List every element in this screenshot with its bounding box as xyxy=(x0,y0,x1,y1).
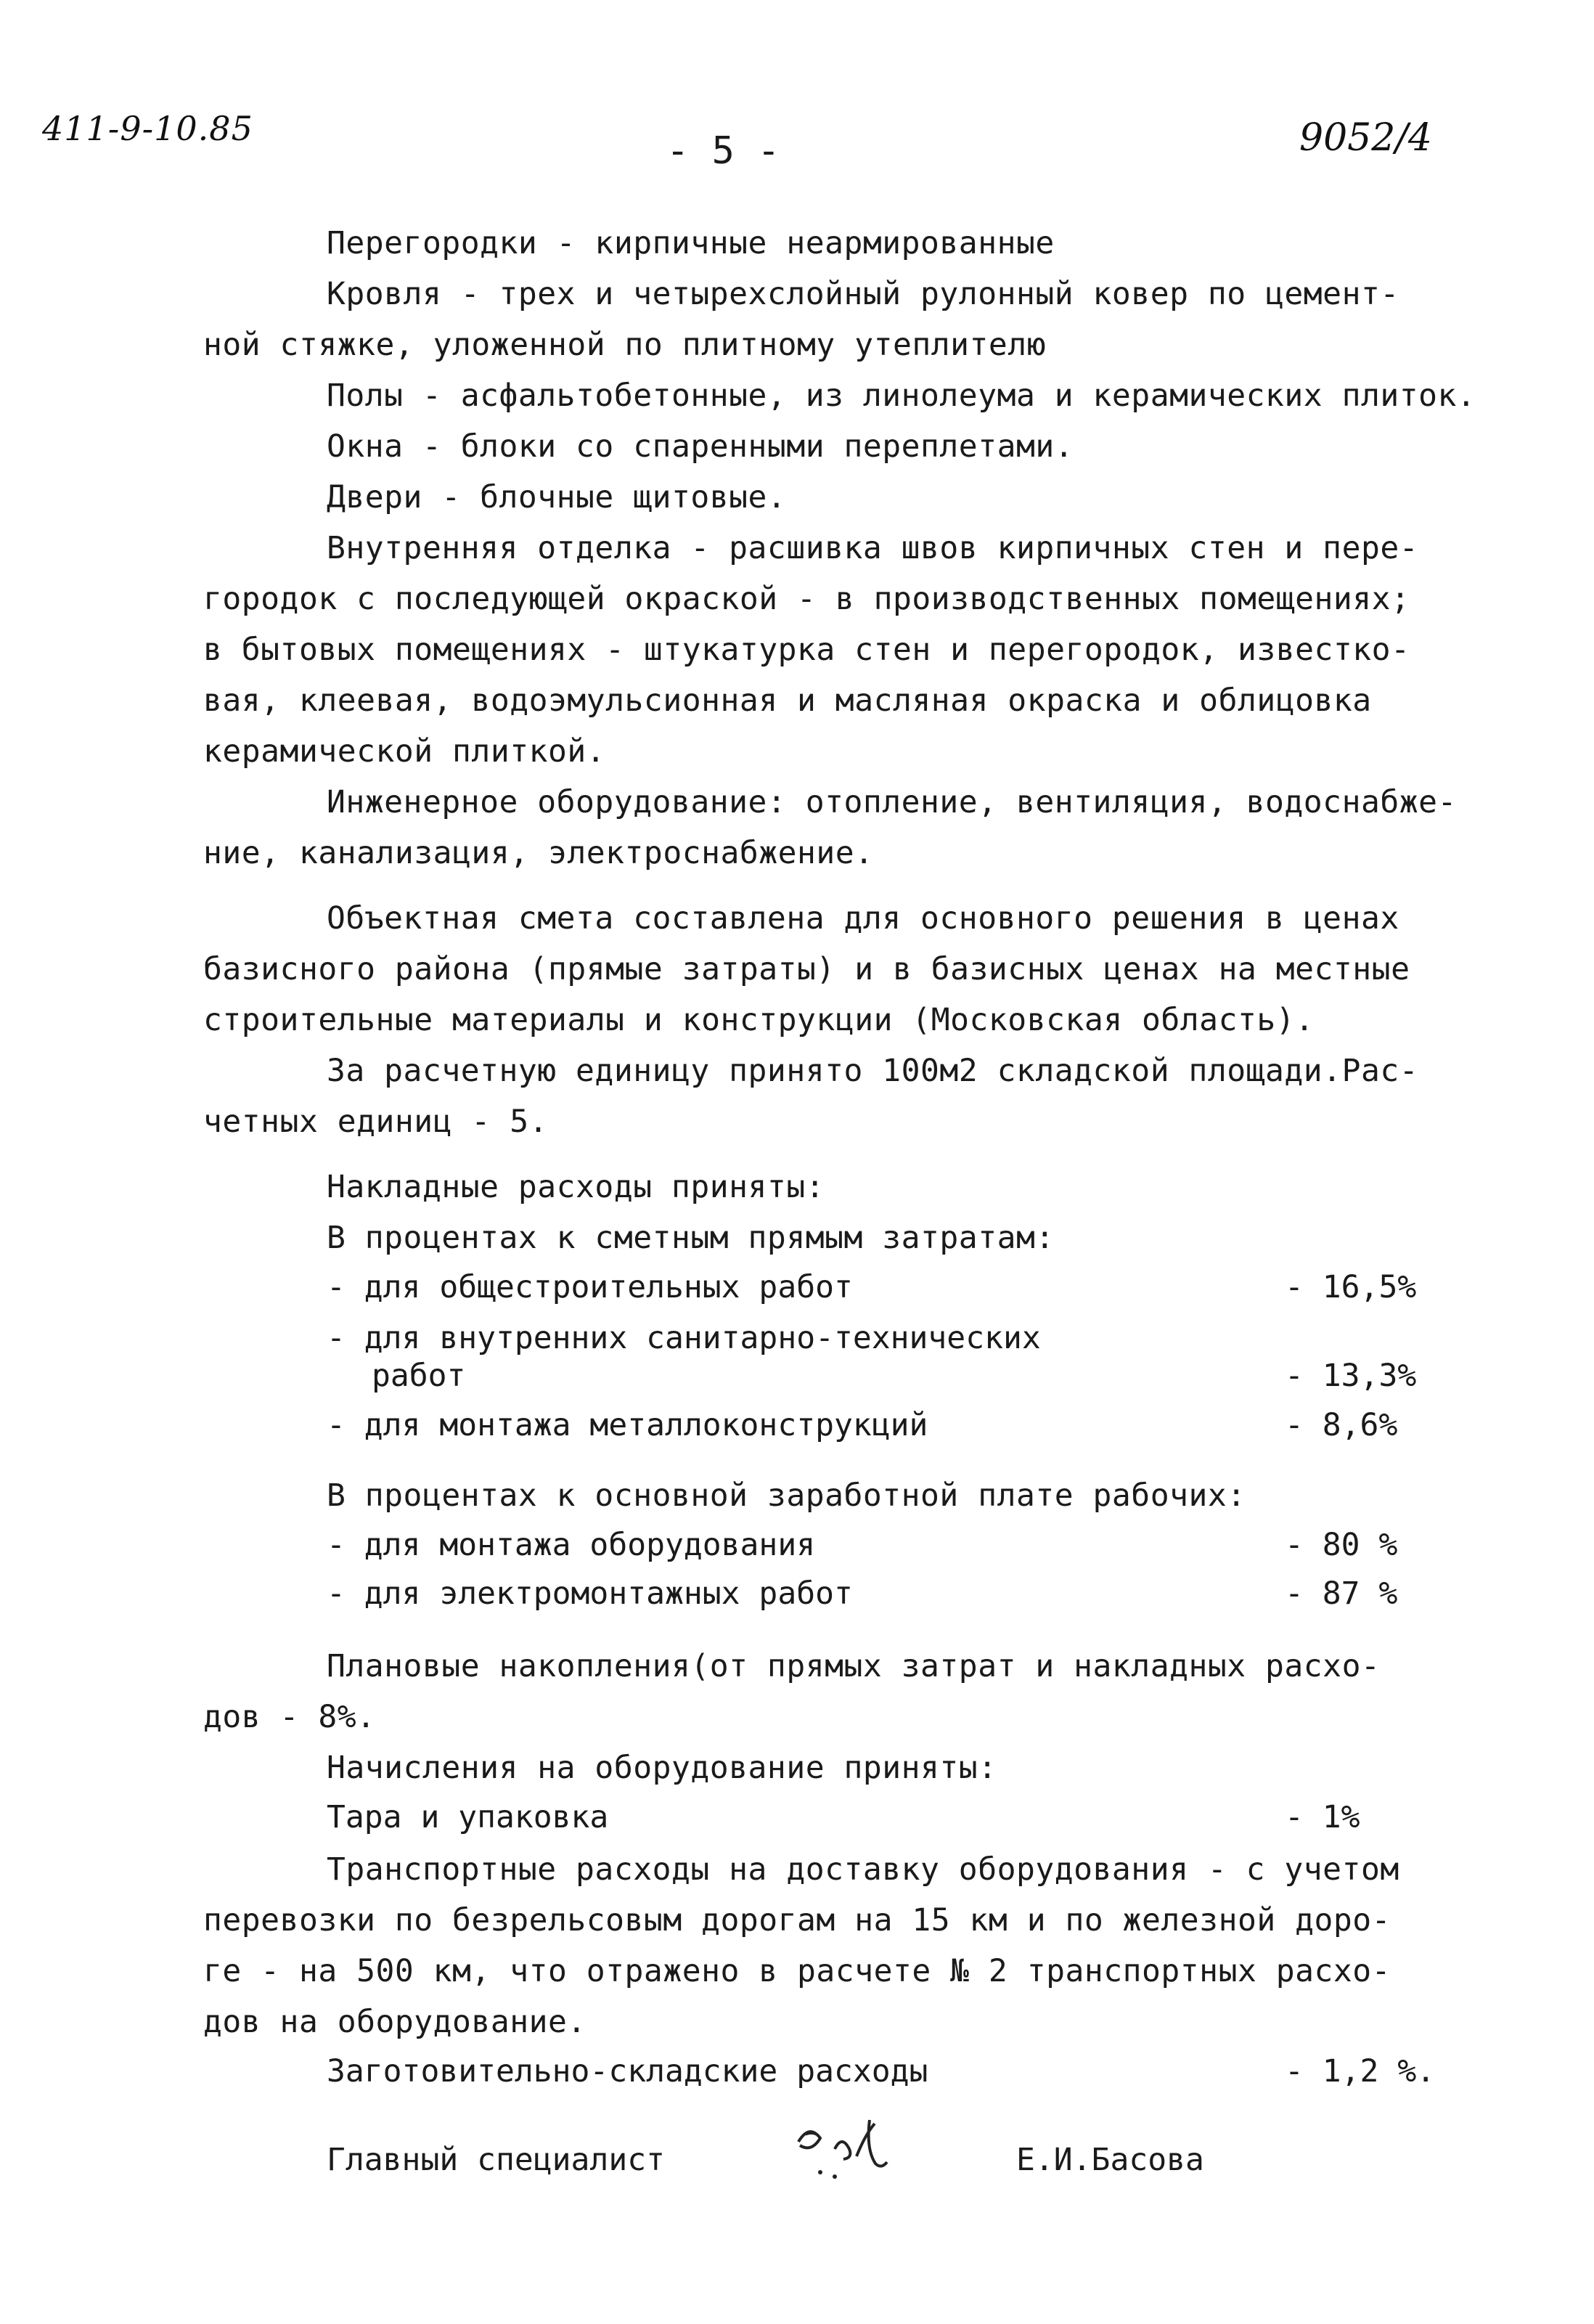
text-line: в бытовых помещениях - штукатурка стен и перегородок, известко- xyxy=(203,632,1410,668)
direct-costs-title: В процентах к сметным прямым затратам: xyxy=(327,1220,1055,1256)
rate-value: - 8,6% xyxy=(1285,1407,1398,1443)
text-line: Плановые накопления(от прямых затрат и накладных расхо- xyxy=(327,1648,1381,1684)
text-line: Двери - блочные щитовые. xyxy=(327,479,787,515)
wages-title: В процентах к основной заработной плате рабочих: xyxy=(327,1477,1246,1514)
text-line: Инженерное оборудование: отопление, вентиляция, водоснабже- xyxy=(327,784,1457,820)
text-line: дов - 8%. xyxy=(203,1699,376,1735)
text-line: дов на оборудование. xyxy=(203,2004,586,2040)
text-line: городок с последующей окраской - в производственных помещениях; xyxy=(203,581,1410,617)
rate-value: - 13,3% xyxy=(1285,1358,1417,1394)
rate-value: - 16,5% xyxy=(1285,1269,1417,1305)
page-number: - 5 - xyxy=(666,129,780,173)
text-line: Кровля - трех и четырехслойный рулонный ковер по цемент- xyxy=(327,276,1399,312)
rate-label: - для монтажа оборудования xyxy=(327,1527,816,1563)
text-line: Объектная смета составлена для основного решения в ценах xyxy=(327,900,1399,937)
rate-label: работ xyxy=(372,1358,466,1394)
rate-value: - 1,2 %. xyxy=(1285,2053,1436,2089)
text-line: ние, канализация, электроснабжение. xyxy=(203,835,874,871)
text-line: Окна - блоки со спаренными переплетами. xyxy=(327,428,1074,465)
text-line: строительные материалы и конструкции (Московская область). xyxy=(203,1002,1315,1038)
text-line: Транспортные расходы на доставку оборудования - с учетом xyxy=(327,1851,1399,1888)
rate-label: Тара и упаковка xyxy=(327,1799,609,1835)
signatory-title: Главный специалист xyxy=(327,2142,665,2178)
sheet-number: 9052/4 xyxy=(1299,116,1432,160)
text-line: базисного района (прямые затраты) и в базисных ценах на местные xyxy=(203,951,1410,987)
overhead-title: Накладные расходы приняты: xyxy=(327,1169,825,1205)
document-code: 411-9-10.85 xyxy=(42,109,253,148)
rate-value: - 80 % xyxy=(1285,1527,1398,1563)
text-line: ге - на 500 км, что отражено в расчете № 2 транспортных расхо- xyxy=(203,1953,1391,1989)
rate-label: - для электромонтажных работ xyxy=(327,1575,853,1612)
text-line: Начисления на оборудование приняты: xyxy=(327,1750,997,1786)
text-line: ной стяжке, уложенной по плитному утеплителю xyxy=(203,327,1047,363)
text-line: Внутренняя отделка - расшивка швов кирпичных стен и пере- xyxy=(327,530,1419,566)
rate-value: - 87 % xyxy=(1285,1575,1398,1612)
text-line: За расчетную единицу принято 100м2 складской площади.Рас- xyxy=(327,1053,1419,1089)
text-line: вая, клеевая, водоэмульсионная и масляная окраска и облицовка xyxy=(203,682,1372,719)
text-line: керамической плиткой. xyxy=(203,733,606,770)
rate-label: - для общестроительных работ xyxy=(327,1269,853,1305)
text-line: Перегородки - кирпичные неармированные xyxy=(327,225,1055,261)
text-line: Полы - асфальтобетонные, из линолеума и керамических плиток. xyxy=(327,378,1476,414)
signatory-name: Е.И.Басова xyxy=(1016,2142,1204,2178)
text-line: четных единиц - 5. xyxy=(203,1104,548,1140)
rate-value: - 1% xyxy=(1285,1799,1360,1835)
signature-mark xyxy=(784,2113,929,2193)
text-line: перевозки по безрельсовым дорогам на 15 км и по железной доро- xyxy=(203,1902,1391,1938)
rate-label: - для монтажа металлоконструкций xyxy=(327,1407,928,1443)
rate-label: - для внутренних санитарно-технических xyxy=(327,1320,1041,1356)
rate-label: Заготовительно-складские расходы xyxy=(327,2053,928,2089)
